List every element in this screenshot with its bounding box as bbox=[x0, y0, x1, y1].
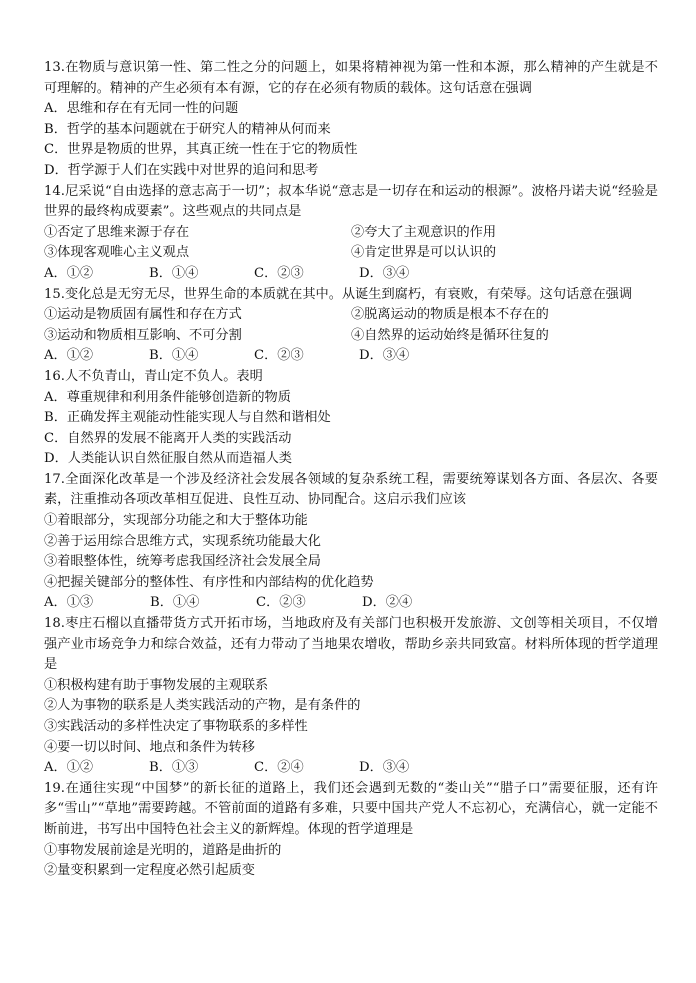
statement-3: ③运动和物质相互影响、不可分割 bbox=[44, 327, 242, 343]
question-19 bbox=[44, 779, 658, 882]
statement-3: ③体现客观唯心主义观点 bbox=[44, 245, 190, 261]
answer-b: B．①④ bbox=[149, 348, 199, 364]
question-stem: 19.在通往实现“中国梦”的新长征的道路上，我们还会遇到无数的“娄山关”“腊子口”需要征服，还有许多“雪山”“草地”需要跨越。不管前面的道路有多难，只要中国共产党人不忘初心，充满信心，就一定能不断前进，书写出中国特色社会主义的新辉煌。体现的哲学道理是 bbox=[44, 780, 658, 837]
answer-choices bbox=[44, 758, 658, 779]
question-stem: 14.尼采说“自由选择的意志高于一切”；叔本华说“意志是一切存在和运动的根源”。波格丹诺夫说“经验是世界的最终构成要素”。这些观点的共同点是 bbox=[44, 183, 658, 220]
statement-1: ①事物发展前途是光明的，道路是曲折的 bbox=[44, 842, 282, 858]
statement-1: ①着眼部分，实现部分功能之和大于整体功能 bbox=[44, 513, 308, 529]
answer-choices bbox=[44, 264, 658, 285]
answer-b: B．①④ bbox=[149, 265, 199, 281]
answer-c: C．②③ bbox=[254, 348, 304, 364]
question-stem: 16.人不负青山，青山定不负人。表明 bbox=[44, 368, 263, 384]
answer-b: B．①③ bbox=[149, 760, 199, 776]
question-17 bbox=[44, 470, 658, 614]
question-stem: 17.全面深化改革是一个涉及经济社会发展各领域的复杂系统工程，需要统筹谋划各方面、各层次、各要素，注重推动各项改革相互促进、良性互动、协同配合。这启示我们应该 bbox=[44, 471, 658, 508]
question-16 bbox=[44, 367, 658, 470]
statement-2: ②夸大了主观意识的作用 bbox=[351, 224, 497, 240]
question-stem: 15.变化总是无穷无尽，世界生命的本质就在其中。从诞生到腐朽，有衰败，有荣辱。这句话意在强调 bbox=[44, 286, 633, 302]
question-list bbox=[44, 58, 658, 882]
statement-2: ②脱离运动的物质是根本不存在的 bbox=[351, 307, 549, 323]
question-13 bbox=[44, 58, 658, 182]
answer-a: A．①② bbox=[44, 348, 94, 364]
option-d: D．哲学源于人们在实践中对世界的追问和思考 bbox=[44, 162, 319, 178]
answer-d: D．③④ bbox=[359, 760, 410, 776]
answer-c: C．②③ bbox=[254, 265, 304, 281]
statement-1: ①否定了思维来源于存在 bbox=[44, 224, 190, 240]
answer-b: B．①④ bbox=[150, 595, 200, 611]
option-b: B．正确发挥主观能动性能实现人与自然和谐相处 bbox=[44, 410, 331, 426]
question-stem: 18.枣庄石榴以直播带货方式开拓市场，当地政府及有关部门也积极开发旅游、文创等相关项目，不仅增强产业市场竞争力和综合效益，还有力带动了当地果农增收，帮助乡亲共同致富。材料所体现的哲学道理是 bbox=[44, 616, 658, 673]
statement-1: ①积极构建有助于事物发展的主观联系 bbox=[44, 677, 269, 693]
answer-d: D．②④ bbox=[362, 595, 413, 611]
option-c: C．世界是物质的世界，其真正统一性在于它的物质性 bbox=[44, 142, 358, 158]
option-a: A．思维和存在有无同一性的问题 bbox=[44, 101, 239, 117]
statement-2: ②善于运用综合思维方式，实现系统功能最大化 bbox=[44, 533, 321, 549]
statement-3: ③着眼整体性，统筹考虑我国经济社会发展全局 bbox=[44, 554, 321, 570]
question-18 bbox=[44, 614, 658, 779]
answer-a: A．①② bbox=[44, 760, 94, 776]
answer-a: A．①③ bbox=[44, 595, 94, 611]
statement-2: ②量变积累到一定程度必然引起质变 bbox=[44, 863, 255, 879]
option-c: C．自然界的发展不能离开人类的实践活动 bbox=[44, 430, 292, 446]
question-15 bbox=[44, 285, 658, 367]
answer-c: C．②③ bbox=[256, 595, 306, 611]
answer-c: C．②④ bbox=[254, 760, 304, 776]
answer-d: D．③④ bbox=[359, 348, 410, 364]
statement-4: ④把握关键部分的整体性、有序性和内部结构的优化趋势 bbox=[44, 574, 374, 590]
statement-4: ④自然界的运动始终是循环往复的 bbox=[351, 327, 549, 343]
answer-choices bbox=[44, 593, 658, 614]
question-stem: 13.在物质与意识第一性、第二性之分的问题上，如果将精神视为第一性和本源，那么精神的产生就是不可理解的。精神的产生必须有本有源，它的存在必须有物质的载体。这句话意在强调 bbox=[44, 60, 658, 96]
statement-2: ②人为事物的联系是人类实践活动的产物，是有条件的 bbox=[44, 698, 361, 714]
question-14 bbox=[44, 182, 658, 285]
option-a: A．尊重规律和利用条件能够创造新的物质 bbox=[44, 389, 291, 405]
option-d: D．人类能认识自然征服自然从而造福人类 bbox=[44, 451, 292, 467]
statement-4: ④要一切以时间、地点和条件为转移 bbox=[44, 739, 255, 755]
answer-a: A．①② bbox=[44, 265, 94, 281]
answer-d: D．③④ bbox=[359, 265, 410, 281]
answer-choices bbox=[44, 346, 658, 367]
statement-1: ①运动是物质固有属性和存在方式 bbox=[44, 307, 242, 323]
statement-4: ④肯定世界是可以认识的 bbox=[351, 245, 497, 261]
option-b: B．哲学的基本问题就在于研究人的精神从何而来 bbox=[44, 121, 331, 137]
statement-3: ③实践活动的多样性决定了事物联系的多样性 bbox=[44, 719, 308, 734]
